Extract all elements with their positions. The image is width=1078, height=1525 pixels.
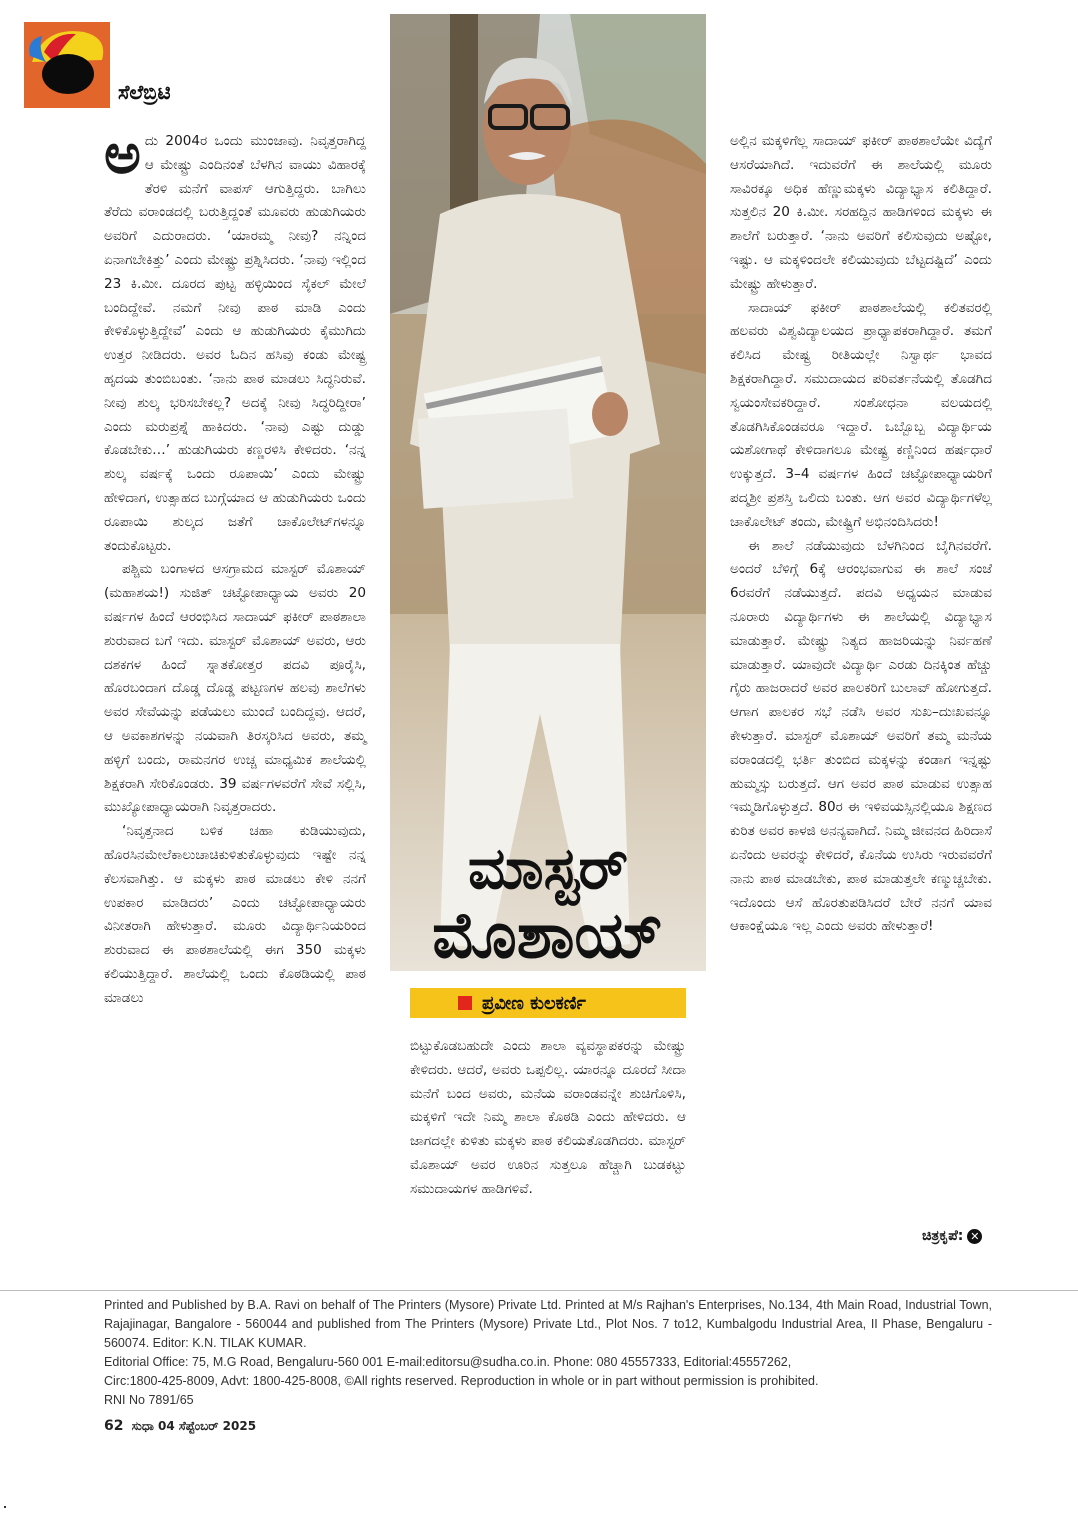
drop-cap: ಅ	[104, 122, 141, 187]
article-column-2	[410, 1035, 686, 1202]
article-headline	[392, 835, 704, 971]
crop-mark	[4, 1506, 6, 1508]
camera-icon: ✕	[967, 1229, 982, 1244]
issue-info: ಸುಧಾ 04 ಸೆಪ್ಟೆಂಬರ್ 2025	[131, 1419, 257, 1433]
divider	[0, 1290, 1078, 1291]
imprint-line: RNI No 7891/65	[104, 1393, 194, 1407]
article-paragraph: ಪಶ್ಚಿಮ ಬಂಗಾಳದ ಆಸಗ್ರಾಮದ ಮಾಸ್ಟರ್ ಮೊಶಾಯ್ (ಮಹಾಶಯ!) ಸುಜಿತ್ ಚಟ್ಟೋಪಾಧ್ಯಾಯ ಅವರು 20 ವರ್ಷಗಳ ಹಿಂದೆ ಆರಂಭಿಸಿದ ಸಾದಾಯ್ ಫಕೀರ್ ಪಾಠಶಾಲಾ ಶುರುವಾದ ಬಗೆ ಇದು. ಮಾಸ್ಟರ್ ಮೊಶಾಯ್ ಅವರು, ಆರು ದಶಕಗಳ ಹಿಂದೆ ಸ್ನಾತಕೋತ್ತರ ಪದವಿ ಪೂರೈಸಿ, ಹೊರಬಂದಾಗ ದೊಡ್ಡ ದೊಡ್ಡ ಪಟ್ಟಣಗಳ ಹಲವು ಶಾಲೆಗಳು ಅವರ ಸೇವೆಯನ್ನು ಪಡೆಯಲು ಮುಂದೆ ಬಂದಿದ್ದವು. ಆದರೆ, ಆ ಅವಕಾಶಗಳನ್ನು ನಯವಾಗಿ ತಿರಸ್ಕರಿಸಿದ ಅವರು, ತಮ್ಮ ಹಳ್ಳಿಗೆ ಬಂದು, ರಾಮನಗರ ಉಚ್ಚ ಮಾಧ್ಯಮಿಕ ಶಾಲೆಯಲ್ಲಿ ಶಿಕ್ಷಕರಾಗಿ ಸೇರಿಕೊಂಡರು. 39 ವರ್ಷಗಳವರೆಗೆ ಸೇವೆ ಸಲ್ಲಿಸಿ, ಮುಖ್ಯೋಪಾಧ್ಯಾಯರಾಗಿ ನಿವೃತ್ತರಾದರು.	[104, 561, 366, 816]
imprint-line: Circ:1800-425-8009, Advt: 1800-425-8008, ©All rights reserved. Reproduction in whole or in part without permission is prohibited.	[104, 1374, 819, 1388]
headline-line-2: ಮೊಶಾಯ್	[432, 899, 664, 973]
byline-marker	[458, 996, 472, 1010]
article-paragraph: ‘ನಿವೃತ್ತನಾದ ಬಳಿಕ ಚಹಾ ಕುಡಿಯುವುದು, ಹೊರಸಿನಮೇಲೆಕಾಲುಚಾಚಿಕುಳಿತುಕೊಳ್ಳುವುದು ಇಷ್ಟೇ ನನ್ನ ಕೆಲಸವಾಗಿತ್ತು. ಆ ಮಕ್ಕಳು ಪಾಠ ಮಾಡಲು ಕೇಳಿ ನನಗೆ ಉಪಕಾರ ಮಾಡಿದರು’ ಎಂದು ಚಟ್ಟೋಪಾಧ್ಯಾಯರು ವಿನೀತರಾಗಿ ಹೇಳುತ್ತಾರೆ. ಮೂರು ವಿದ್ಯಾರ್ಥಿನಿಯರಿಂದ ಶುರುವಾದ ಈ ಪಾಠಶಾಲೆಯಲ್ಲಿ ಈಗ 350 ಮಕ್ಕಳು ಕಲಿಯುತ್ತಿದ್ದಾರೆ. ಶಾಲೆಯಲ್ಲಿ ಒಂದು ಕೊಠಡಿಯಲ್ಲಿ ಪಾಠ ಮಾಡಲು	[104, 823, 366, 1006]
imprint-line: Editorial Office: 75, M.G Road, Bengaluru-560 001 E-mail:editorsu@sudha.co.in. Phone: 080 45557333, Editorial:45557262,	[104, 1355, 792, 1369]
page-number: 62	[104, 1418, 124, 1434]
article-paragraph: ಅದು 2004ರ ಒಂದು ಮುಂಜಾವು. ನಿವೃತ್ತರಾಗಿದ್ದ ಆ ಮೇಷ್ಟ್ರು ಎಂದಿನಂತೆ ಬೆಳಗಿನ ವಾಯು ವಿಹಾರಕ್ಕೆ ತೆರಳಿ ಮನೆಗೆ ವಾಪಸ್ ಆಗುತ್ತಿದ್ದರು. ಬಾಗಿಲು ತೆರೆದು ವರಾಂಡದಲ್ಲಿ ಬರುತ್ತಿದ್ದಂತೆ ಮೂವರು ಹುಡುಗಿಯರು ಅವರಿಗೆ ಎದುರಾದರು. ‘ಯಾರಮ್ಮ ನೀವು? ನನ್ನಿಂದ ಏನಾಗಬೇಕಿತ್ತು’ ಎಂದು ಮೇಷ್ಟ್ರು ಪ್ರಶ್ನಿಸಿದರು. ‘ನಾವು ಇಲ್ಲಿಂದ 23 ಕಿ.ಮೀ. ದೂರದ ಪುಟ್ಟ ಹಳ್ಳಿಯಿಂದ ಸೈಕಲ್ ಮೇಲೆ ಬಂದಿದ್ದೇವೆ. ನಮಗೆ ನೀವು ಪಾಠ ಮಾಡಿ ಎಂದು ಕೇಳಿಕೊಳ್ಳುತ್ತಿದ್ದೇವೆ’ ಎಂದು ಆ ಹುಡುಗಿಯರು ಕೈಮುಗಿದು ಉತ್ತರ ನೀಡಿದರು. ಅವರ ಓದಿನ ಹಸಿವು ಕಂಡು ಮೇಷ್ಟ್ರ ಹೃದಯ ತುಂಬಿಬಂತು. ‘ನಾನು ಪಾಠ ಮಾಡಲು ಸಿದ್ಧನಿರುವೆ. ನೀವು ಶುಲ್ಕ ಭರಿಸಬೇಕಲ್ಲ? ಅದಕ್ಕೆ ನೀವು ಸಿದ್ಧರಿದ್ದೀರಾ’ ಎಂದು ಮರುಪ್ರಶ್ನೆ ಹಾಕಿದರು. ‘ನಾವು ಎಷ್ಟು ದುಡ್ಡು ಕೊಡಬೇಕು…’ ಹುಡುಗಿಯರು ಕಣ್ಣರಳಿಸಿ ಕೇಳಿದರು. ‘ನನ್ನ ಶುಲ್ಕ ವರ್ಷಕ್ಕೆ ಒಂದು ರೂಪಾಯಿ’ ಎಂದು ಮೇಷ್ಟ್ರು ಹೇಳಿದಾಗ, ಉತ್ಸಾಹದ ಬುಗ್ಗೆಯಾದ ಆ ಹುಡುಗಿಯರು ಒಂದು ರೂಪಾಯಿ ಶುಲ್ಕದ ಜತೆಗೆ ಚಾಕೊಲೇಟ್‌ಗಳನ್ನೂ ತಂದುಕೊಟ್ಟರು.	[104, 122, 366, 554]
article-column-3	[730, 130, 992, 939]
article-paragraph: ಬಿಟ್ಟುಕೊಡಬಹುದೇ ಎಂದು ಶಾಲಾ ವ್ಯವಸ್ಥಾಪಕರನ್ನು ಮೇಷ್ಟ್ರು ಕೇಳಿದರು. ಆದರೆ, ಅವರು ಒಪ್ಪಲಿಲ್ಲ. ಯಾರನ್ನೂ ದೂರದೆ ಸೀದಾ ಮನೆಗೆ ಬಂದ ಅವರು, ಮನೆಯ ವರಾಂಡವನ್ನೇ ಶುಚಿಗೊಳಿಸಿ, ಮಕ್ಕಳಿಗೆ ಇದೇ ನಿಮ್ಮ ಶಾಲಾ ಕೊಠಡಿ ಎಂದು ಹೇಳಿದರು. ಆ ಜಾಗದಲ್ಲೇ ಕುಳಿತು ಮಕ್ಕಳು ಪಾಠ ಕಲಿಯತೊಡಗಿದರು. ಮಾಸ್ಟರ್ ಮೊಶಾಯ್ ಅವರ ಊರಿನ ಸುತ್ತಲೂ ಹೆಚ್ಚಾಗಿ ಬುಡಕಟ್ಟು ಸಮುದಾಯಗಳ ಹಾಡಿಗಳಿವೆ.	[410, 1038, 686, 1197]
author-name: ಪ್ರವೀಣ ಕುಲಕರ್ಣಿ	[482, 992, 586, 1014]
photo-credit: ಚಿತ್ರಕೃಪೆ: ✕	[922, 1228, 982, 1244]
article-paragraph: ಅಲ್ಲಿನ ಮಕ್ಕಳಿಗೆಲ್ಲ ಸಾದಾಯ್ ಫಕೀರ್ ಪಾಠಶಾಲೆಯೇ ವಿದ್ಯೆಗೆ ಆಸರೆಯಾಗಿದೆ. ಇದುವರೆಗೆ ಈ ಶಾಲೆಯಲ್ಲಿ ಮೂರು ಸಾವಿರಕ್ಕೂ ಅಧಿಕ ಹೆಣ್ಣುಮಕ್ಕಳು ವಿದ್ಯಾಭ್ಯಾಸ ಕಲಿತಿದ್ದಾರೆ. ಸುತ್ತಲಿನ 20 ಕಿ.ಮೀ. ಸರಹದ್ದಿನ ಹಾಡಿಗಳಿಂದ ಮಕ್ಕಳು ಈ ಶಾಲೆಗೆ ಬರುತ್ತಾರೆ. ‘ನಾನು ಅವರಿಗೆ ಕಲಿಸುವುದು ಅಷ್ಟೋ, ಇಷ್ಟು. ಆ ಮಕ್ಕಳಿಂದಲೇ ಕಲಿಯುವುದು ಬೆಟ್ಟದಷ್ಟಿದೆ’ ಎಂದು ಮೇಷ್ಟ್ರು ಹೇಳುತ್ತಾರೆ.	[730, 133, 992, 292]
page-footer	[104, 1418, 256, 1434]
imprint-line: Printed and Published by B.A. Ravi on behalf of The Printers (Mysore) Private Ltd. Printed at M/s Rajhan's Enterprises, No.134, 4th Main Road, Industrial Town, Rajajinagar, Bangalore - 560044 and published from The Printers (Mysore) Private Ltd., Plot Nos. 7 to12, Kumbalgodu Industrial Area, II Phase, Bengaluru - 560074. Editor: K.N. TILAK KUMAR.	[104, 1298, 992, 1350]
author-byline	[410, 988, 686, 1018]
imprint	[104, 1296, 992, 1410]
magazine-logo-icon	[24, 22, 110, 108]
section-label: ಸೆಲೆಬ್ರಿಟಿ	[118, 80, 171, 104]
article-column-1	[104, 122, 366, 1010]
article-paragraph: ಈ ಶಾಲೆ ನಡೆಯುವುದು ಬೆಳಗಿನಿಂದ ಬೈಗಿನವರೆಗೆ. ಅಂದರೆ ಬೆಳಿಗ್ಗೆ 6ಕ್ಕೆ ಆರಂಭವಾಗುವ ಈ ಶಾಲೆ ಸಂಜೆ 6ರವರೆಗೆ ನಡೆಯುತ್ತದೆ. ಪದವಿ ಅಧ್ಯಯನ ಮಾಡುವ ನೂರಾರು ವಿದ್ಯಾರ್ಥಿಗಳು ಈ ಶಾಲೆಯಲ್ಲಿ ವಿದ್ಯಾಭ್ಯಾಸ ಮಾಡುತ್ತಾರೆ. ಮೇಷ್ಟ್ರು ನಿತ್ಯದ ಹಾಜರಿಯನ್ನು ನಿರ್ವಹಣೆ ಮಾಡುತ್ತಾರೆ. ಯಾವುದೇ ವಿದ್ಯಾರ್ಥಿ ಎರಡು ದಿನಕ್ಕಿಂತ ಹೆಚ್ಚು ಗೈರು ಹಾಜರಾದರೆ ಅವರ ಪಾಲಕರಿಗೆ ಬುಲಾವ್ ಹೋಗುತ್ತದೆ. ಆಗಾಗ ಪಾಲಕರ ಸಭೆ ನಡೆಸಿ ಅವರ ಸುಖ–ದುಃಖವನ್ನೂ ಕೇಳುತ್ತಾರೆ. ಮಾಸ್ಟರ್ ಮೊಶಾಯ್ ಅವರಿಗೆ ತಮ್ಮ ಮನೆಯ ವರಾಂಡದಲ್ಲಿ ಭರ್ತಿ ತುಂಬಿದ ಮಕ್ಕಳನ್ನು ಕಂಡಾಗ ಇನ್ನಷ್ಟು ಹುಮ್ಮಸ್ಸು ಬರುತ್ತದೆ. ಆಗ ಅವರ ಪಾಠ ಮಾಡುವ ಉತ್ಸಾಹ ಇಮ್ಮಡಿಗೊಳ್ಳುತ್ತದೆ. 80ರ ಈ ಇಳಿವಯಸ್ಸಿನಲ್ಲಿಯೂ ಶಿಕ್ಷಣದ ಕುರಿತ ಅವರ ಕಾಳಜಿ ಅನನ್ಯವಾಗಿದೆ. ನಿಮ್ಮ ಜೀವನದ ಹಿರಿದಾಸೆ ಏನೆಂದು ಅವರನ್ನು ಕೇಳಿದರೆ, ಕೊನೆಯ ಉಸಿರು ಇರುವವರೆಗೆ ನಾನು ಪಾಠ ಮಾಡಬೇಕು, ಪಾಠ ಮಾಡುತ್ತಲೇ ಕಣ್ಮುಚ್ಚಬೇಕು. ಇದೊಂದು ಆಸೆ ಹೊರತುಪಡಿಸಿದರೆ ಬೇರೆ ನನಗೆ ಯಾವ ಆಕಾಂಕ್ಷೆಯೂ ಇಲ್ಲ ಎಂದು ಅವರು ಹೇಳುತ್ತಾರೆ!	[730, 537, 992, 935]
headline-line-1: ಮಾಸ್ಟರ್	[467, 834, 629, 902]
article-paragraph: ಸಾದಾಯ್ ಫಕೀರ್ ಪಾಠಶಾಲೆಯಲ್ಲಿ ಕಲಿತವರಲ್ಲಿ ಹಲವರು ವಿಶ್ವವಿದ್ಯಾಲಯದ ಪ್ರಾಧ್ಯಾಪಕರಾಗಿದ್ದಾರೆ. ತಮಗೆ ಕಲಿಸಿದ ಮೇಷ್ಟ್ರ ರೀತಿಯಲ್ಲೇ ನಿಸ್ವಾರ್ಥ ಭಾವದ ಶಿಕ್ಷಕರಾಗಿದ್ದಾರೆ. ಸಮುದಾಯದ ಪರಿವರ್ತನೆಯಲ್ಲಿ ತೊಡಗಿದ ಸ್ವಯಂಸೇವಕರಿದ್ದಾರೆ. ಸಂಶೋಧನಾ ವಲಯದಲ್ಲಿ ತೊಡಗಿಸಿಕೊಂಡವರೂ ಇದ್ದಾರೆ. ಒಬ್ಬೊಬ್ಬ ವಿದ್ಯಾರ್ಥಿಯ ಯಶೋಗಾಥೆ ಕೇಳಿದಾಗಲೂ ಮೇಷ್ಟ್ರ ಕಣ್ಣಿನಿಂದ ಹರ್ಷಧಾರೆ ಉಕ್ಕುತ್ತದೆ. 3–4 ವರ್ಷಗಳ ಹಿಂದೆ ಚಟ್ಟೋಪಾಧ್ಯಾಯರಿಗೆ ಪದ್ಮಶ್ರೀ ಪ್ರಶಸ್ತಿ ಒಲಿದು ಬಂತು. ಆಗ ಅವರ ವಿದ್ಯಾರ್ಥಿಗಳೆಲ್ಲ ಚಾಕೊಲೇಟ್ ತಂದು, ಮೇಷ್ಟ್ರಿಗೆ ಅಭಿನಂದಿಸಿದರು!	[730, 299, 992, 530]
portrait-photo	[390, 14, 706, 971]
